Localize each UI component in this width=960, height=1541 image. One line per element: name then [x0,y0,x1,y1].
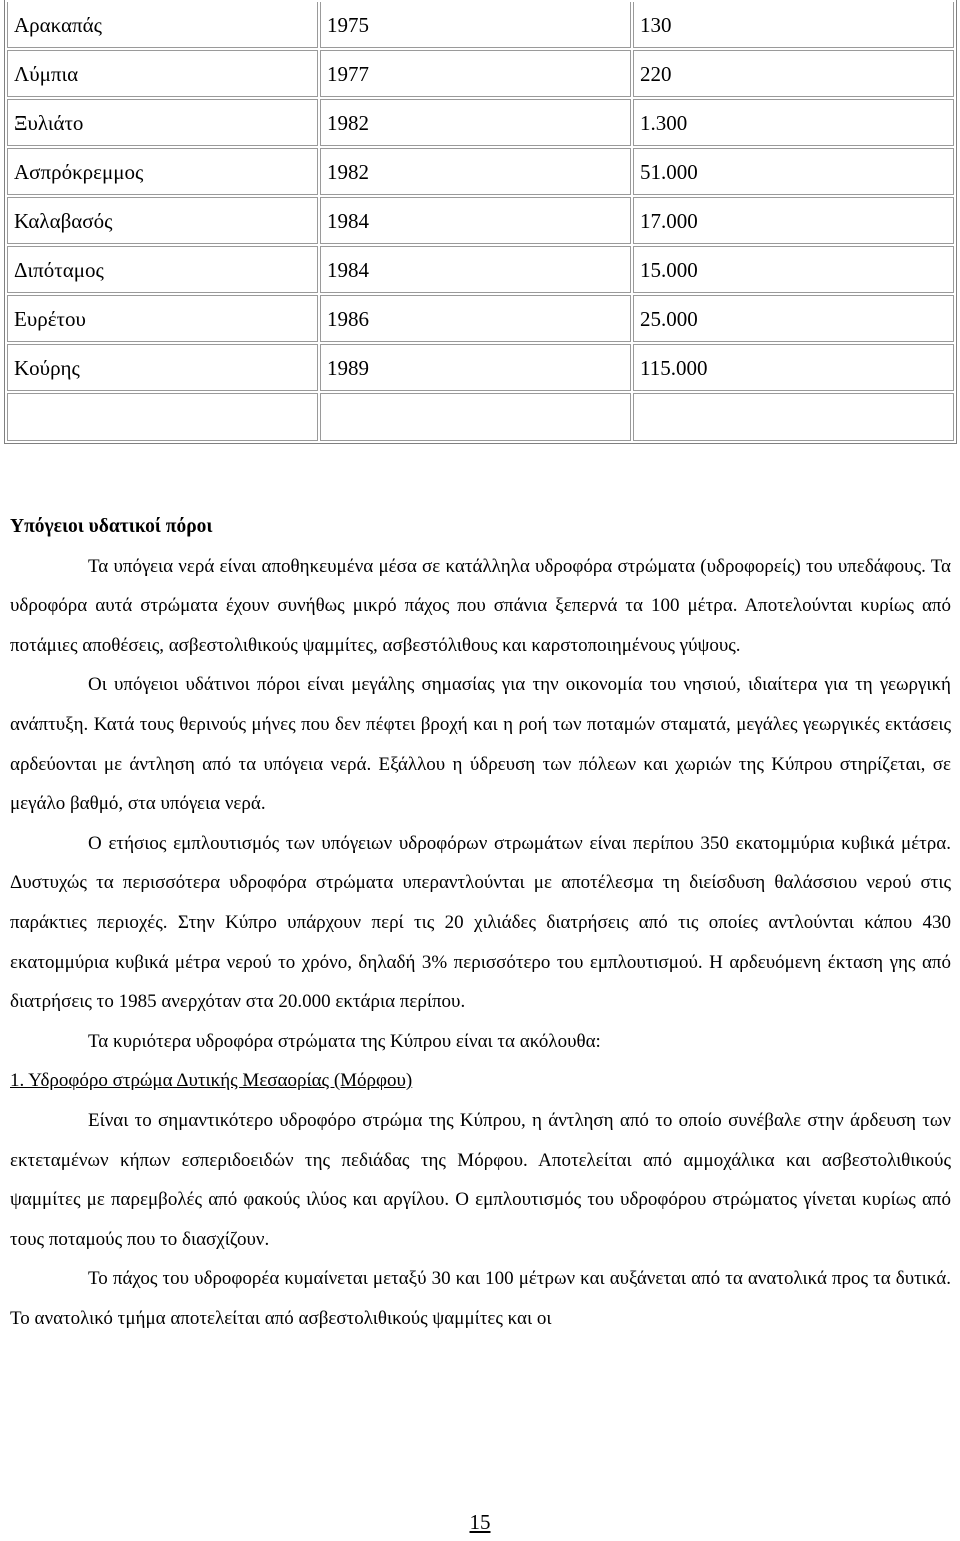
dam-name-cell: Ξυλιάτο [7,99,318,146]
table-row [7,50,954,97]
dam-capacity-cell: 17.000 [633,197,954,244]
table-row [7,246,954,293]
dam-name-cell: Διπόταμος [7,246,318,293]
dam-year-cell: 1977 [320,50,631,97]
dam-year-cell: 1975 [320,2,631,48]
dam-name-cell: Ευρέτου [7,295,318,342]
paragraph: Το πάχος του υδροφορέα κυμαίνεται μεταξύ 30 και 100 μέτρων και αυξάνεται από τα ανατολικά προς τα δυτικά. Το ανατολικό τμήμα αποτελείται από ασβεστολιθικούς ψαμμίτες και οι [10,1268,951,1329]
paragraph: Οι υπόγειοι υδάτινοι πόροι είναι μεγάλης σημασίας για την οικονομία του νησιού, ιδιαίτερα για τη γεωργική ανάπτυξη. Κατά τους θερινούς μήνες που δεν πέφτει βροχή και η ροή των ποταμών σταματά, μεγάλες γεωργικές εκτάσεις αρδεύονται με άντληση από τα υπόγεια νερά. Εξάλλου η ύδρευση των πόλεων και χωριών της Κύπρου στηρίζεται, σε μεγάλο βαθμό, στα υπόγεια νερά. [10,674,951,815]
dam-capacity-cell: 220 [633,50,954,97]
table-row [7,2,954,48]
paragraph: Ο ετήσιος εμπλουτισμός των υπόγειων υδροφόρων στρωμάτων είναι περίπου 350 εκατομμύρια κυβικά μέτρα. Δυστυχώς τα περισσότερα υδροφόρα στρώματα υπεραντλούνται με αποτέλεσμα τη διείσδυση θαλάσσιου νερού στις παράκτιες περιοχές. Στην Κύπρο υπάρχουν περί τις 20 χιλιάδες διατρήσεις από τις οποίες αντλούνται κάπου 430 εκατομμύρια κυβικά μέτρα νερού το χρόνο, δηλαδή 3% περισσότερο του εμπλουτισμού. Η αρδευόμενη έκταση γης από διατρήσεις το 1985 ανερχόταν στα 20.000 εκτάρια περίπου. [10,832,951,1013]
table-row [7,148,954,195]
dam-name-cell: Λύμπια [7,50,318,97]
table-row [7,295,954,342]
dam-capacity-cell: 130 [633,2,954,48]
dam-name-cell: Αρακαπάς [7,2,318,48]
paragraph: Είναι το σημαντικότερο υδροφόρο στρώμα της Κύπρου, η άντληση από το οποίο συνέβαλε στην άρδευση των εκτεταμένων κήπων εσπεριδοειδών της πεδιάδας της Μόρφου. Αποτελείται από αμμοχάλικα και ασβεστολιθικούς ψαμμίτες με παρεμβολές από φακούς ιλύος και αργίλου. Ο εμπλουτισμός του υδροφόρου στρώματος γίνεται κυρίως από τους ποταμούς που το διασχίζουν. [10,1109,951,1250]
dam-name-cell: Ασπρόκρεμμος [7,148,318,195]
dams-table-body [7,2,954,441]
dam-name-cell: Καλαβασός [7,197,318,244]
table-row [7,344,954,391]
dam-capacity-cell: 51.000 [633,148,954,195]
dam-year-cell: 1986 [320,295,631,342]
dam-name-cell: Κούρης [7,344,318,391]
dam-year-cell: 1982 [320,148,631,195]
dam-year-cell: 1989 [320,344,631,391]
dams-table [4,0,957,444]
dam-year-cell: 1984 [320,197,631,244]
dam-capacity-cell: 25.000 [633,295,954,342]
table-row [7,99,954,146]
paragraph: Τα υπόγεια νερά είναι αποθηκευμένα μέσα σε κατάλληλα υδροφόρα στρώματα (υδροφορείς) του υπεδάφους. Τα υδροφόρα αυτά στρώματα έχουν συνήθως μικρό πάχος που σπάνια ξεπερνά τα 100 μέτρα. Αποτελούνται κυρίως από ποτάμιες αποθέσεις, ασβεστολιθικούς ψαμμίτες, ασβεστόλιθους και καρστοποιημένους γύψους. [10,555,951,656]
empty-table-row [7,393,954,441]
document-body [10,507,951,1338]
page-number: 15 [469,1510,491,1534]
dam-capacity-cell: 115.000 [633,344,954,391]
table-row [7,197,954,244]
dam-capacity-cell: 15.000 [633,246,954,293]
empty-cell [633,393,954,441]
dam-year-cell: 1984 [320,246,631,293]
section-heading: Υπόγειοι υδατικοί πόροι [10,516,213,537]
empty-cell [7,393,318,441]
dam-year-cell: 1982 [320,99,631,146]
dam-capacity-cell: 1.300 [633,99,954,146]
paragraph: Τα κυριότερα υδροφόρα στρώματα της Κύπρου είναι τα ακόλουθα: [88,1030,601,1052]
empty-cell [320,393,631,441]
subsection-heading: 1. Υδροφόρο στρώμα Δυτικής Μεσαορίας (Μόρφου) [10,1070,413,1092]
